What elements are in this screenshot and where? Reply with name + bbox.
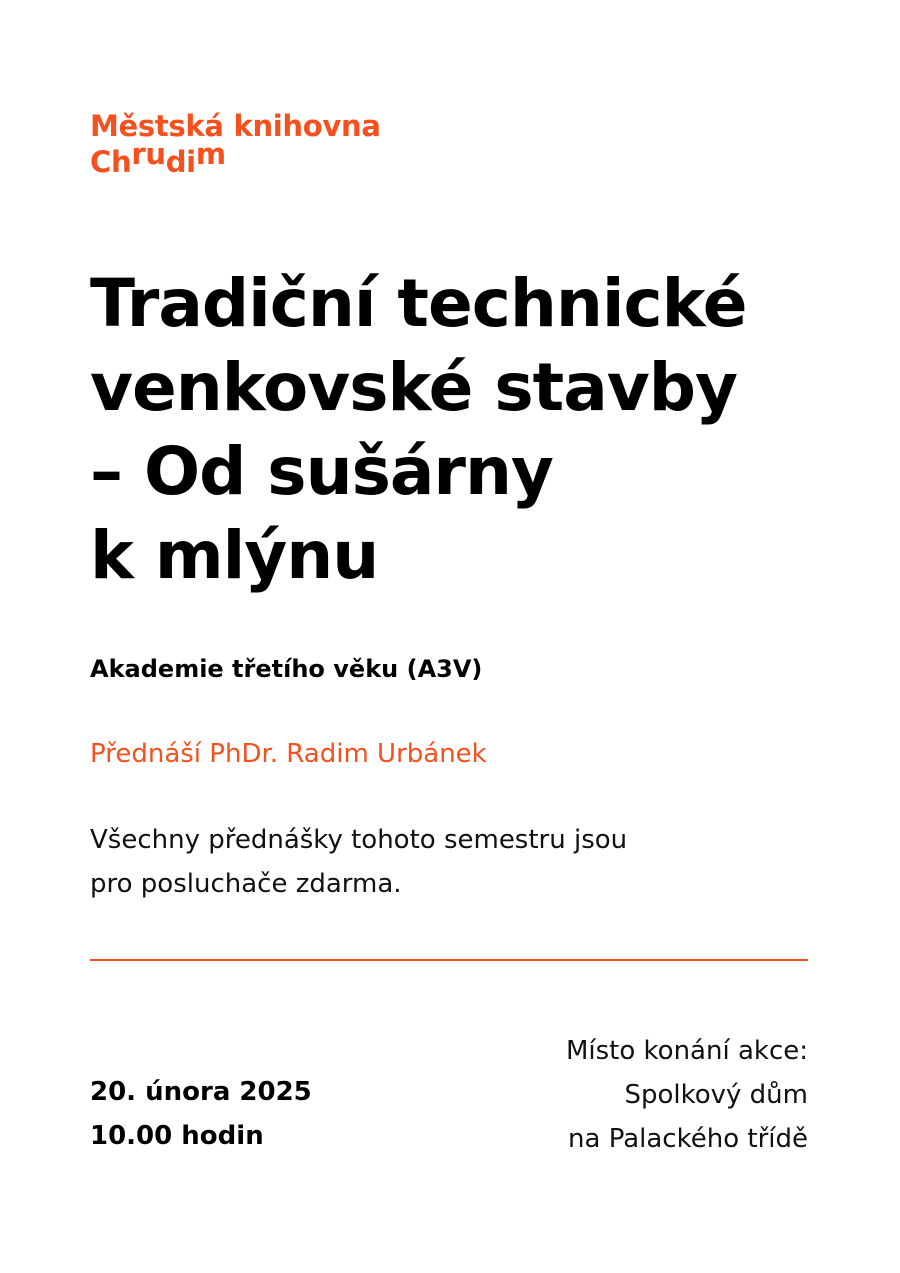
event-datetime [90, 1070, 312, 1158]
program-name: Akademie třetího věku (A3V) [90, 655, 483, 683]
event-date: 20. února 2025 [90, 1077, 312, 1107]
title-line: Tradiční technické [90, 265, 747, 342]
venue-line: Místo konání akce: [565, 1036, 808, 1066]
note-line: Všechny přednášky tohoto semestru jsou [90, 825, 628, 855]
title-line: k mlýnu [90, 517, 379, 594]
title-line: venkovské stavby [90, 349, 738, 426]
lecture-title [90, 262, 830, 598]
title-line: – Od sušárny [90, 433, 553, 510]
venue-line: Spolkový dům [624, 1080, 808, 1110]
free-admission-note [90, 818, 627, 906]
divider [90, 959, 808, 961]
logo-line-2 [90, 137, 381, 180]
event-venue [566, 1029, 808, 1161]
logo-part-ru: ru [131, 137, 166, 171]
library-logo [90, 108, 381, 180]
logo-line-1: Městská knihovna [90, 109, 381, 143]
logo-part-ch: Ch [90, 145, 132, 179]
lecturer: Přednáší PhDr. Radim Urbánek [90, 739, 487, 769]
event-time: 10.00 hodin [90, 1121, 264, 1151]
logo-part-m: m [195, 137, 226, 171]
venue-line: na Palackého třídě [568, 1124, 808, 1154]
logo-part-di: di [165, 145, 196, 179]
note-line: pro posluchače zdarma. [90, 869, 402, 899]
